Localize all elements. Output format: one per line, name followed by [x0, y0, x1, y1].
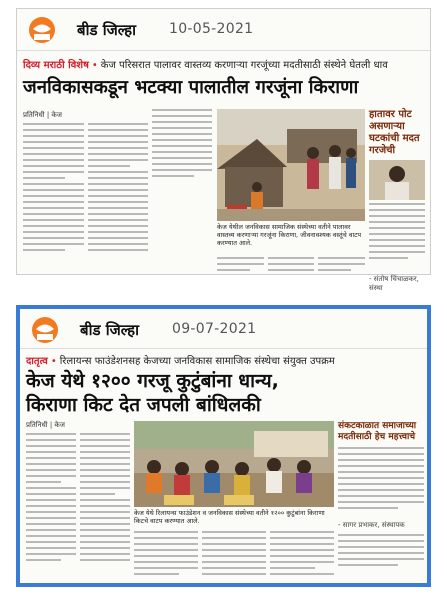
clipping-header	[17, 9, 430, 51]
sidebar-title: संकटकाळात समाजाच्या मदतीसाठी हेच महत्त्वाचे	[338, 421, 417, 442]
divya-marathi-logo	[25, 15, 59, 45]
article-body-bottom	[134, 531, 334, 581]
kicker-line: दातृत्व • रिलायन्स फाउंडेशनसह केजच्या जनविकास सामाजिक संस्थेचा संयुक्त उपक्रम	[26, 356, 335, 367]
photo-caption: केज येथील जनविकास सामाजिक संस्थेच्या वतीने पालावर वास्तव्य करणाऱ्या गरजूंना किराणा, जीवनावश्यक वस्तूंचे वाटप करण्यात आले.	[217, 223, 362, 247]
byline: प्रतिनिधी | केज	[23, 111, 62, 119]
sidebar-byline: - सागर प्रभाकर, संस्थापक	[338, 521, 405, 529]
headline-line-2: किराणा किट देत जपली बांधिलकी	[26, 394, 261, 416]
article-body-mid	[152, 109, 212, 209]
byline: प्रतिनिधी | केज	[26, 421, 65, 429]
kicker-tag: दातृत्व	[26, 356, 48, 367]
kicker-line: दिव्य मराठी विशेष • केज परिसरात पालावर वास्तव्य करणाऱ्या गरजूंच्या मदतीसाठी संस्थेने घेतली धाव	[23, 60, 388, 71]
news-clipping-1	[16, 8, 431, 292]
sidebar-box	[338, 421, 426, 581]
sidebar-title: हातावर पोट असणाऱ्या घटकांची मदत गरजेची	[369, 109, 420, 156]
article-body-left	[23, 123, 148, 273]
headline: जनविकासकडून भटक्या पालातील गरजूंना किराणा	[23, 77, 359, 98]
district-name: बीड जिल्हा	[77, 21, 137, 39]
publication-date: 10-05-2021	[169, 21, 254, 37]
clipping-header	[20, 309, 427, 349]
portrait-photo	[369, 160, 425, 200]
divya-marathi-logo	[28, 315, 62, 345]
publication-date: 09-07-2021	[172, 321, 257, 337]
kicker-tag: दिव्य मराठी विशेष	[23, 60, 89, 71]
photo-caption: केज येथे रिलायन्स फाउंडेशन व जनविकास संस्थेच्या वतीने १२०० कुटुंबांना किराणा किटचे वाटप करण्यात आले.	[134, 509, 325, 525]
tent-distribution-photo	[217, 109, 365, 221]
news-clipping-2	[16, 305, 431, 587]
kicker-text: केज परिसरात पालावर वास्तव्य करणाऱ्या गरजूंच्या मदतीसाठी संस्थेने घेतली धाव	[100, 60, 388, 71]
kicker-text: रिलायन्स फाउंडेशनसह केजच्या जनविकास सामाजिक संस्थेचा संयुक्त उपक्रम	[59, 356, 335, 367]
district-name: बीड जिल्हा	[80, 321, 140, 339]
article-body-bottom	[217, 257, 365, 275]
article-body-left	[26, 433, 130, 581]
kit-distribution-photo	[134, 421, 334, 507]
sidebar-byline: - संतोष चिंचाळकर, संस्था	[369, 275, 419, 292]
headline-line-1: केज येथे १२०० गरजू कुटुंबांना धान्य,	[26, 370, 279, 392]
sidebar-box	[369, 109, 427, 292]
